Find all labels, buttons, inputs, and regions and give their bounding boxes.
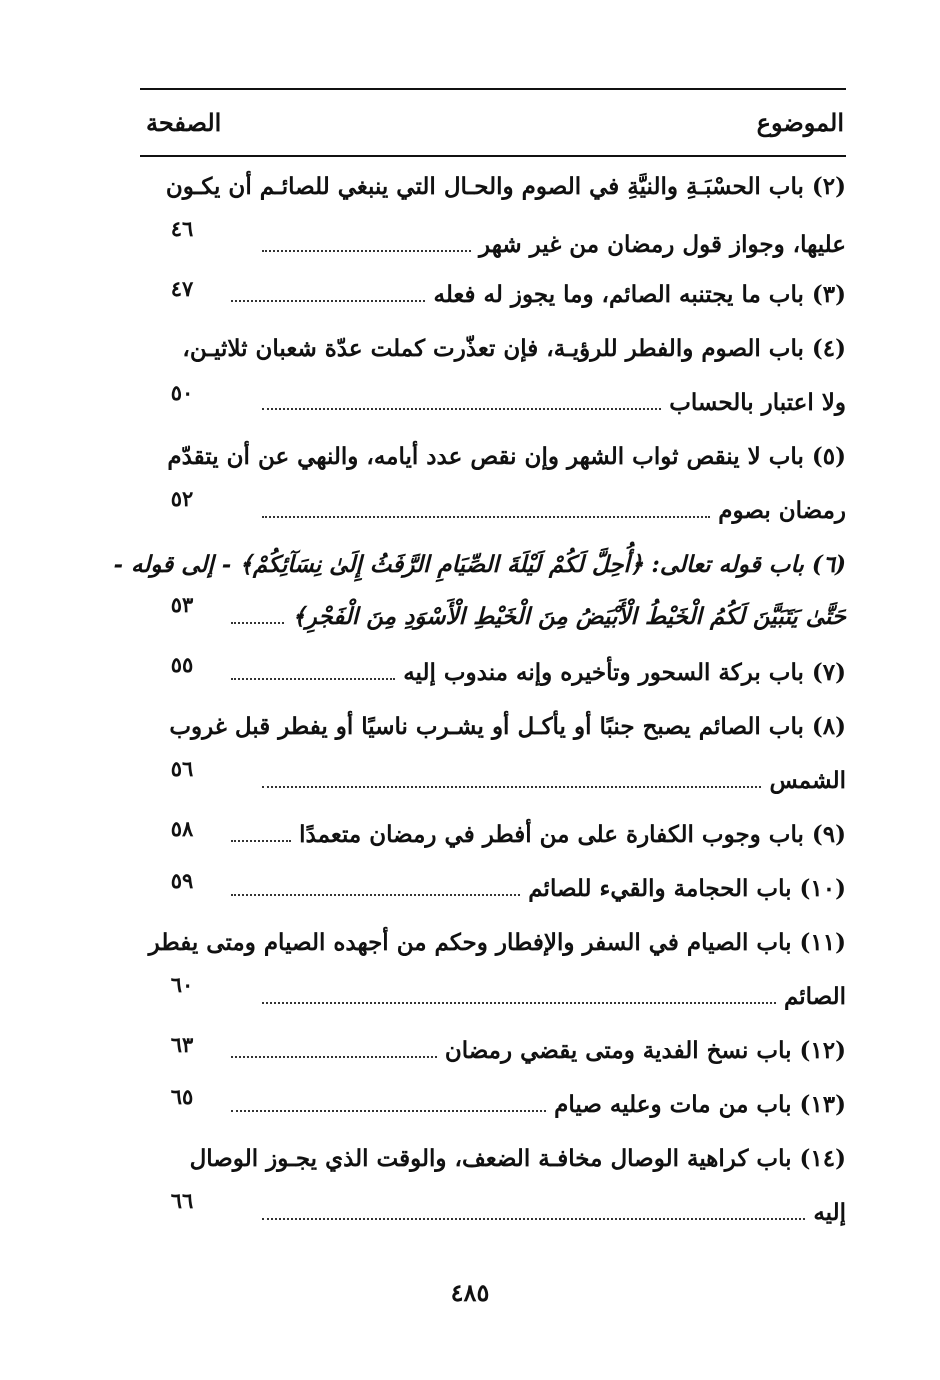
toc-entry-line: (١٤) باب كراهية الوصال مخافـة الضعف، والوقت الذي يجـوز الوصال — [189, 1144, 846, 1172]
toc-entry-line: (٦) باب قوله تعالى: ﴿أُحِلَّ لَكُمْ لَيْلَةَ الصِّيَامِ الرَّفَثُ إِلَىٰ نِسَآئِكُمْ﴾ - إلى قوله - — [113, 550, 846, 578]
leader-dots — [262, 1002, 776, 1004]
leader-dots — [262, 1218, 805, 1220]
toc-entry-line: ولا اعتبار بالحساب — [262, 382, 846, 422]
toc-entry — [140, 436, 846, 546]
toc-entry-line: رمضان بصوم — [262, 490, 846, 530]
toc-entry — [140, 328, 846, 438]
leader-dots — [231, 840, 291, 842]
toc-entry — [140, 166, 846, 276]
leader-dots — [262, 786, 761, 788]
leader-dots — [262, 250, 471, 252]
toc-entry-line: (٢) باب الحسْبَـةِ والنيَّةِ في الصوم والحـال التي ينبغي للصائـم أن يكـون — [165, 172, 846, 200]
toc-entry-line: حَتَّىٰ يَتَبَيَّنَ لَكُمُ الْخَيْطُ الْأَبْيَضُ مِنَ الْخَيْطِ الْأَسْوَدِ مِنَ الْفَجْرِ﴾ — [231, 596, 846, 636]
toc-entry-line: (٣) باب ما يجتنبه الصائم، وما يجوز له فعله — [231, 274, 846, 314]
toc-entry-line: (١١) باب الصيام في السفر والإفطار وحكم من أجهده الصيام ومتى يفطر — [148, 928, 846, 956]
toc-entry-line: إليه — [262, 1192, 846, 1232]
toc-page-number: ٤٧ — [170, 276, 194, 301]
toc-page-number: ٦٣ — [170, 1032, 194, 1057]
toc-entry — [140, 1084, 846, 1128]
leader-dots — [231, 300, 425, 302]
toc-entry-line: (١٢) باب نسخ الفدية ومتى يقضي رمضان — [231, 1030, 846, 1070]
toc-entry — [140, 814, 846, 858]
toc-entry — [140, 274, 846, 318]
column-header-topic: الموضوع — [756, 108, 844, 137]
leader-dots — [262, 408, 661, 410]
toc-entry — [113, 544, 846, 654]
toc-page-number: ٥٨ — [170, 816, 194, 841]
toc-entry-line: (١٠) باب الحجامة والقيء للصائم — [231, 868, 846, 908]
header-bottom-rule — [140, 155, 846, 157]
leader-dots — [231, 678, 395, 680]
toc-entry-line: (٧) باب بركة السحور وتأخيره وإنه مندوب إليه — [231, 652, 846, 692]
leader-dots — [231, 894, 520, 896]
toc-entry-line: (٩) باب وجوب الكفارة على من أفطر في رمضان متعمدًا — [231, 814, 846, 854]
toc-entry — [140, 652, 846, 696]
toc-entry — [140, 922, 846, 1032]
toc-page-number: ٤٦ — [170, 216, 194, 241]
toc-page-number: ٥٩ — [170, 868, 194, 893]
toc-page-number: ٦٦ — [170, 1188, 194, 1213]
toc-entry — [140, 1138, 846, 1248]
toc-page-number: ٦٥ — [170, 1084, 194, 1109]
toc-page-number: ٥٦ — [170, 756, 194, 781]
leader-dots — [231, 1056, 437, 1058]
toc-entry — [140, 1030, 846, 1074]
toc-page-number: ٥٣ — [170, 592, 194, 617]
toc-entry — [140, 706, 846, 816]
toc-page-number: ٦٠ — [170, 972, 194, 997]
toc-entry-line: عليها، وجواز قول رمضان من غير شهر — [262, 224, 846, 264]
page-number-footer: ٤٨٥ — [450, 1278, 490, 1307]
toc-entry-line: (٨) باب الصائم يصبح جنبًا أو يأكـل أو يشـرب ناسيًا أو يفطر قبل غروب — [169, 712, 846, 740]
toc-page-number: ٥٥ — [170, 652, 194, 677]
toc-entry-line: (٥) باب لا ينقص ثواب الشهر وإن نقص عدد أيامه، والنهي عن أن يتقدّم — [167, 442, 846, 470]
toc-entry-line: الشمس — [262, 760, 846, 800]
toc-page-number: ٥٠ — [170, 380, 194, 405]
toc-entry-line: الصائم — [262, 976, 846, 1016]
toc-entry-line: (٤) باب الصوم والفطر للرؤيـة، فإن تعذّرت كملت عدّة شعبان ثلاثيـن، — [182, 334, 846, 362]
toc-page-number: ٥٢ — [170, 486, 194, 511]
toc-entry — [140, 868, 846, 912]
leader-dots — [262, 516, 710, 518]
column-header-page: الصفحة — [146, 108, 222, 137]
toc-entry-line: (١٣) باب من مات وعليه صيام — [231, 1084, 846, 1124]
leader-dots — [231, 622, 284, 624]
header-top-rule — [140, 88, 846, 90]
leader-dots — [231, 1110, 546, 1112]
